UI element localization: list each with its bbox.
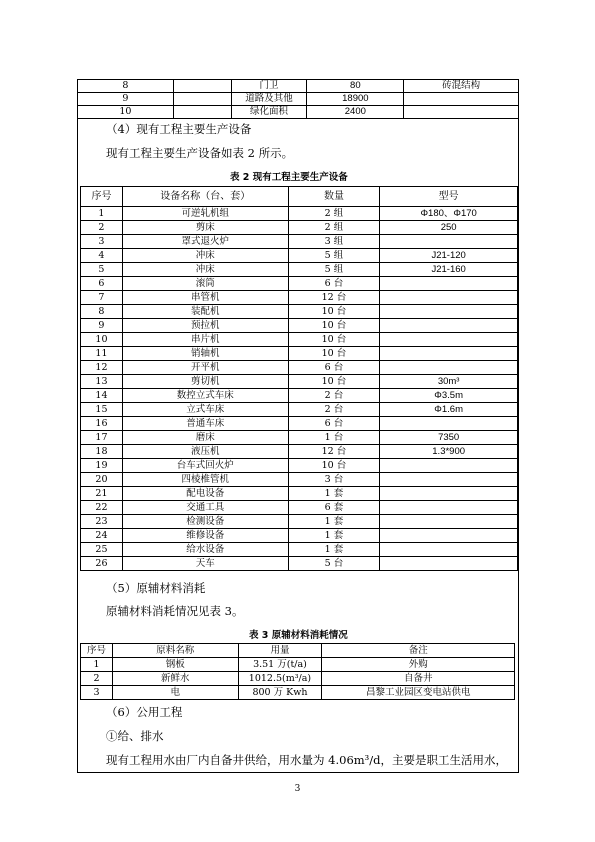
- model: 7350: [380, 431, 518, 445]
- section5-heading: （5）原辅材料消耗: [106, 581, 206, 595]
- section4-text: 现有工程主要生产设备如表 2 所示。: [106, 146, 294, 160]
- row-number: 18: [81, 445, 123, 459]
- quantity: 2 组: [288, 207, 380, 221]
- note: 自备井: [322, 672, 515, 686]
- model: [380, 417, 518, 431]
- row-number: 15: [81, 403, 123, 417]
- table-row: [81, 389, 518, 403]
- equipment-name: 串管机: [122, 291, 288, 305]
- model: J21-120: [380, 249, 518, 263]
- equipment-name: 冲床: [122, 249, 288, 263]
- model: Φ3.5m: [380, 389, 518, 403]
- quantity: 3 组: [288, 235, 380, 249]
- row-number: 10: [78, 106, 174, 119]
- model: 250: [380, 221, 518, 235]
- area-value: 80: [307, 80, 404, 93]
- blank-cell: [173, 93, 231, 106]
- item-name: 道路及其他: [231, 93, 307, 106]
- model: [380, 305, 518, 319]
- row-number: 21: [81, 487, 123, 501]
- table-row: [81, 417, 518, 431]
- row-number: 9: [81, 319, 123, 333]
- row-number: 5: [81, 263, 123, 277]
- quantity: 12 台: [288, 291, 380, 305]
- table3-caption: 表 3 原辅材料消耗情况: [249, 630, 348, 641]
- structure: [404, 106, 519, 119]
- model: 30m³: [380, 375, 518, 389]
- table-row: [81, 235, 518, 249]
- equipment-name: 装配机: [122, 305, 288, 319]
- equipment-name: 罩式退火炉: [122, 235, 288, 249]
- section6-heading: （6）公用工程: [106, 705, 183, 719]
- table2-caption: 表 2 现有工程主要生产设备: [230, 172, 348, 183]
- equipment-name: 配电设备: [122, 487, 288, 501]
- row-number: 20: [81, 473, 123, 487]
- quantity: 5 组: [288, 263, 380, 277]
- note: 外购: [322, 658, 515, 672]
- col-header-material: 原料名称: [112, 644, 238, 658]
- equipment-name: 交通工具: [122, 501, 288, 515]
- equipment-name: 剪床: [122, 221, 288, 235]
- equipment-name: 数控立式车床: [122, 389, 288, 403]
- col-header-qty: 数量: [288, 187, 380, 207]
- structure: [404, 93, 519, 106]
- quantity: 10 台: [288, 459, 380, 473]
- quantity: 1 套: [288, 529, 380, 543]
- table-row: [81, 207, 518, 221]
- row-number: 23: [81, 515, 123, 529]
- section5-text: 原辅材料消耗情况见表 3。: [106, 604, 244, 618]
- equipment-name: 剪切机: [122, 375, 288, 389]
- equipment-name: 四棱椎管机: [122, 473, 288, 487]
- equipment-name: 检测设备: [122, 515, 288, 529]
- quantity: 10 台: [288, 333, 380, 347]
- table-row: [81, 686, 515, 700]
- table-row: [81, 305, 518, 319]
- row-number: 1: [81, 207, 123, 221]
- equipment-name: 给水设备: [122, 543, 288, 557]
- quantity: 6 台: [288, 277, 380, 291]
- row-number: 3: [81, 686, 113, 700]
- equipment-name: 可逆轧机组: [122, 207, 288, 221]
- equipment-name: 预拉机: [122, 319, 288, 333]
- material-name: 新鲜水: [112, 672, 238, 686]
- equipment-name: 冲床: [122, 263, 288, 277]
- quantity: 2 组: [288, 221, 380, 235]
- section6-sub: ①给、排水: [106, 729, 164, 743]
- col-header-name: 设备名称（台、套）: [122, 187, 288, 207]
- table-row: [81, 501, 518, 515]
- table-row: [81, 445, 518, 459]
- table-row: [81, 543, 518, 557]
- model: [380, 235, 518, 249]
- table-row: [78, 106, 519, 119]
- col-header-model: 型号: [380, 187, 518, 207]
- col-header-note: 备注: [322, 644, 515, 658]
- blank-cell: [173, 80, 231, 93]
- row-number: 22: [81, 501, 123, 515]
- quantity: 6 台: [288, 417, 380, 431]
- table-row: [81, 515, 518, 529]
- model: [380, 543, 518, 557]
- usage: 3.51 万(t/a): [238, 658, 322, 672]
- item-name: 绿化面积: [231, 106, 307, 119]
- row-number: 26: [81, 557, 123, 571]
- row-number: 17: [81, 431, 123, 445]
- col-header-usage: 用量: [238, 644, 322, 658]
- model: [380, 529, 518, 543]
- row-number: 16: [81, 417, 123, 431]
- row-number: 8: [78, 80, 174, 93]
- row-number: 11: [81, 347, 123, 361]
- table-row: [81, 333, 518, 347]
- model: [380, 333, 518, 347]
- model: Φ180、Φ170: [380, 207, 518, 221]
- table-row: [81, 249, 518, 263]
- row-number: 19: [81, 459, 123, 473]
- table-row: [81, 529, 518, 543]
- row-number: 8: [81, 305, 123, 319]
- section4-heading: （4）现有工程主要生产设备: [106, 122, 252, 136]
- model: [380, 347, 518, 361]
- equipment-name: 天车: [122, 557, 288, 571]
- table-row: [81, 459, 518, 473]
- model: [380, 487, 518, 501]
- table-row: [81, 403, 518, 417]
- model: J21-160: [380, 263, 518, 277]
- table-row: [81, 291, 518, 305]
- table-row: [81, 263, 518, 277]
- table-row: [81, 557, 518, 571]
- equipment-name: 销轴机: [122, 347, 288, 361]
- row-number: 10: [81, 333, 123, 347]
- col-header-no: 序号: [81, 187, 123, 207]
- table-row: [78, 80, 519, 93]
- row-number: 9: [78, 93, 174, 106]
- equipment-table: [80, 186, 518, 571]
- row-number: 14: [81, 389, 123, 403]
- row-number: 1: [81, 658, 113, 672]
- table-row: [81, 672, 515, 686]
- model: [380, 459, 518, 473]
- model: [380, 557, 518, 571]
- equipment-name: 台车式回火炉: [122, 459, 288, 473]
- section6-text: 现有工程用水由厂内自备井供给，用水量为 4.06m³/d，主要是职工生活用水，: [106, 753, 508, 767]
- quantity: 10 台: [288, 305, 380, 319]
- model: [380, 515, 518, 529]
- table-row: [81, 375, 518, 389]
- area-value: 2400: [307, 106, 404, 119]
- equipment-name: 维修设备: [122, 529, 288, 543]
- quantity: 3 台: [288, 473, 380, 487]
- model: [380, 291, 518, 305]
- row-number: 25: [81, 543, 123, 557]
- table-row: [78, 93, 519, 106]
- quantity: 10 台: [288, 347, 380, 361]
- quantity: 1 套: [288, 487, 380, 501]
- quantity: 5 台: [288, 557, 380, 571]
- quantity: 2 台: [288, 389, 380, 403]
- quantity: 1 套: [288, 543, 380, 557]
- table-row: [81, 319, 518, 333]
- model: [380, 361, 518, 375]
- quantity: 12 台: [288, 445, 380, 459]
- note: 昌黎工业园区变电站供电: [322, 686, 515, 700]
- quantity: 1 台: [288, 431, 380, 445]
- equipment-name: 串片机: [122, 333, 288, 347]
- item-name: 门卫: [231, 80, 307, 93]
- structure: 砖混结构: [404, 80, 519, 93]
- row-number: 24: [81, 529, 123, 543]
- equipment-name: 立式车床: [122, 403, 288, 417]
- equipment-name: 开平机: [122, 361, 288, 375]
- model: [380, 501, 518, 515]
- table-row: [81, 487, 518, 501]
- model: Φ1.6m: [380, 403, 518, 417]
- quantity: 10 台: [288, 319, 380, 333]
- area-value: 18900: [307, 93, 404, 106]
- model: [380, 473, 518, 487]
- row-number: 2: [81, 672, 113, 686]
- quantity: 6 套: [288, 501, 380, 515]
- equipment-name: 普通车床: [122, 417, 288, 431]
- quantity: 2 台: [288, 403, 380, 417]
- col-header-no: 序号: [81, 644, 113, 658]
- model: [380, 319, 518, 333]
- quantity: 1 套: [288, 515, 380, 529]
- quantity: 5 组: [288, 249, 380, 263]
- row-number: 2: [81, 221, 123, 235]
- table-row: [81, 277, 518, 291]
- usage: 800 万 Kwh: [238, 686, 322, 700]
- equipment-name: 磨床: [122, 431, 288, 445]
- usage: 1012.5(m³/a): [238, 672, 322, 686]
- table-row: [81, 473, 518, 487]
- equipment-name: 液压机: [122, 445, 288, 459]
- page-number: 3: [294, 784, 301, 794]
- table-row: [81, 431, 518, 445]
- materials-table: [80, 643, 515, 700]
- model: 1.3*900: [380, 445, 518, 459]
- table-row: [81, 361, 518, 375]
- equipment-name: 滚筒: [122, 277, 288, 291]
- row-number: 7: [81, 291, 123, 305]
- quantity: 10 台: [288, 375, 380, 389]
- table-row: [81, 347, 518, 361]
- row-number: 4: [81, 249, 123, 263]
- buildings-table: [77, 79, 519, 119]
- row-number: 6: [81, 277, 123, 291]
- material-name: 电: [112, 686, 238, 700]
- row-number: 3: [81, 235, 123, 249]
- row-number: 13: [81, 375, 123, 389]
- table-row: [81, 221, 518, 235]
- quantity: 6 台: [288, 361, 380, 375]
- model: [380, 277, 518, 291]
- blank-cell: [173, 106, 231, 119]
- material-name: 钢板: [112, 658, 238, 672]
- table-row: [81, 658, 515, 672]
- row-number: 12: [81, 361, 123, 375]
